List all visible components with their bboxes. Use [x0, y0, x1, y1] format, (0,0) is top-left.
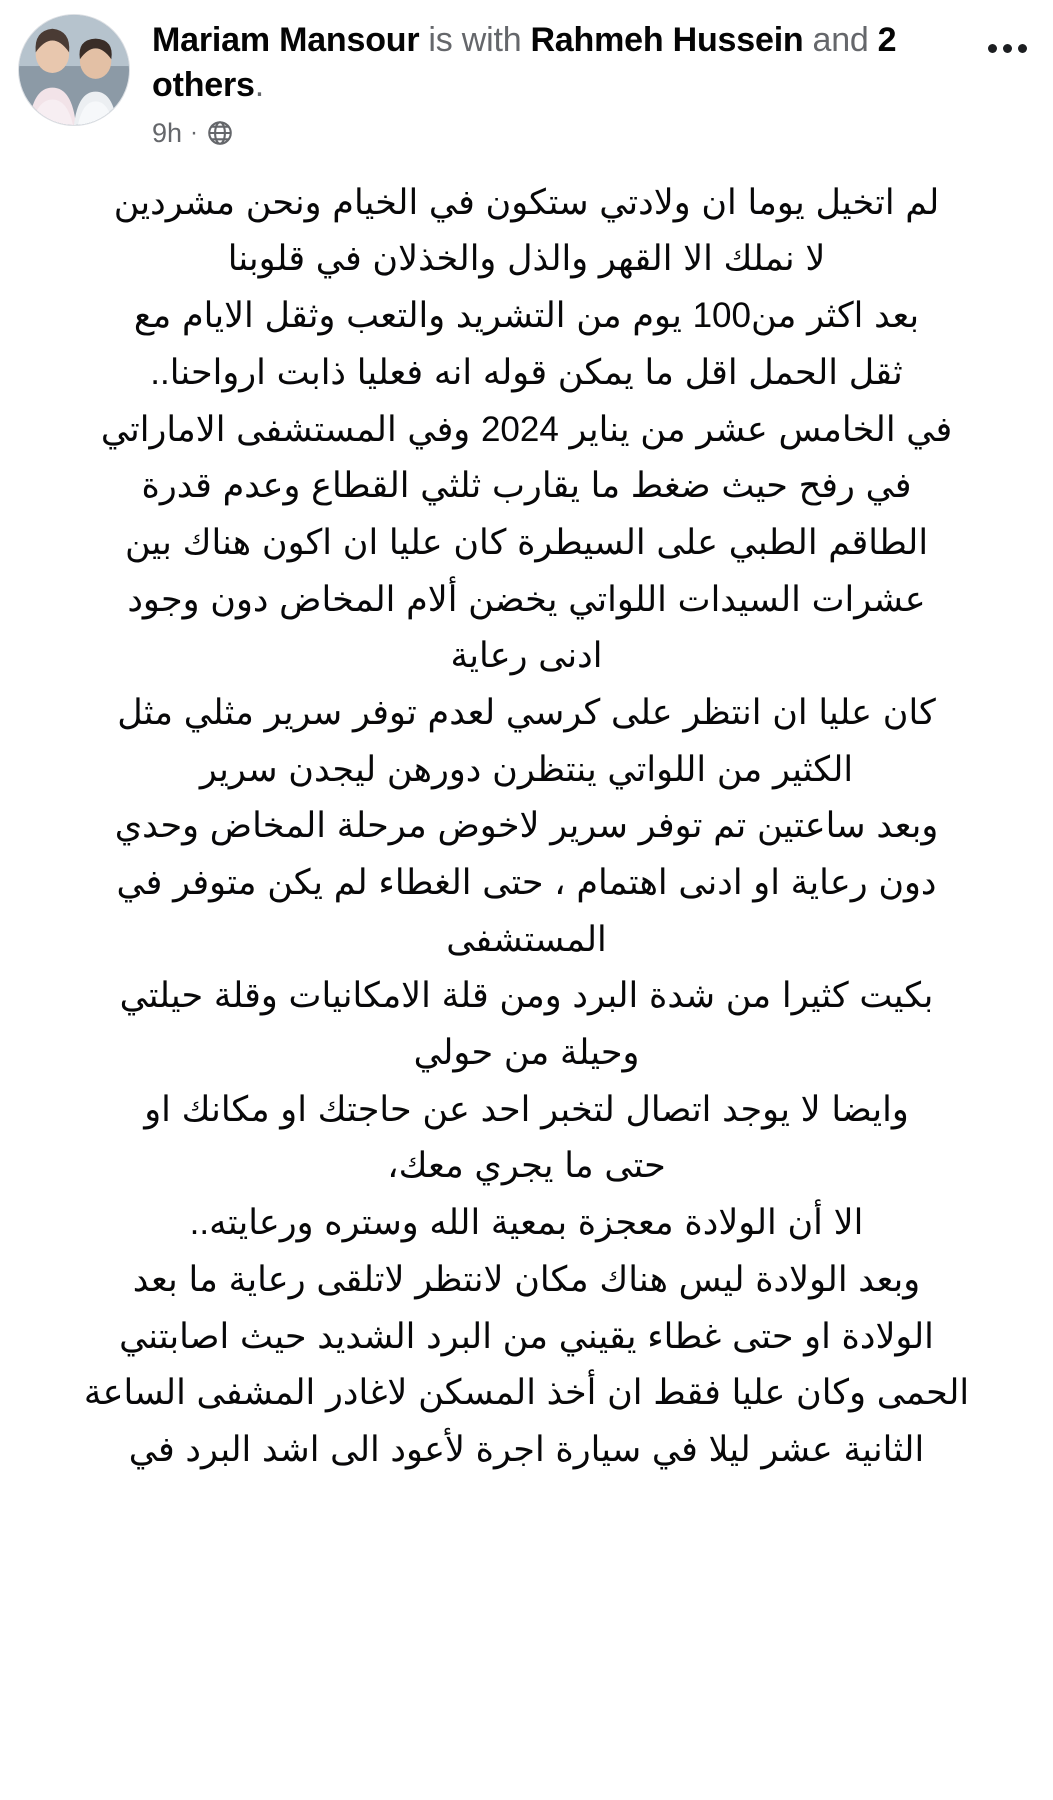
post-text-line: كان عليا ان انتظر على كرسي لعدم توفر سرير مثلي مثل	[117, 692, 936, 732]
author-name[interactable]: Mariam Mansour	[152, 21, 420, 59]
post-header-text	[130, 14, 979, 149]
post-text-line: ثقل الحمل اقل ما يمكن قوله انه فعليا ذابت ارواحنا..	[150, 352, 903, 392]
post-text-line: وحيلة من حولي	[413, 1033, 640, 1073]
post-byline	[152, 18, 979, 108]
globe-icon[interactable]	[206, 119, 234, 147]
post-meta	[152, 118, 979, 149]
post-text-line: وبعد الولادة ليس هناك مكان لانتظر لاتلقى رعاية ما بعد	[132, 1259, 921, 1299]
post-text-line: في الخامس عشر من يناير 2024 وفي المستشفى الاماراتي	[100, 409, 953, 449]
post-text-line: ادنى رعاية	[450, 636, 603, 676]
post-text-line: لم اتخيل يوما ان ولادتي ستكون في الخيام ونحن مشردين	[113, 182, 940, 222]
post-text-line: الثانية عشر ليلا في سيارة اجرة لأعود الى اشد البرد في	[128, 1429, 925, 1469]
ellipsis-icon-dot-3	[1018, 44, 1027, 53]
post-text-line: وايضا لا يوجد اتصال لتخبر احد عن حاجتك او مكانك او	[144, 1089, 909, 1129]
ellipsis-icon-dot-2	[1003, 44, 1012, 53]
post-text-line: الكثير من اللواتي ينتظرن دورهن ليجدن سرير	[199, 749, 854, 789]
ellipsis-icon-dot-1	[988, 44, 997, 53]
post-text-line: بعد اكثر من100 يوم من التشريد والتعب وثقل الايام مع	[133, 296, 920, 336]
post-text-line: الحمى وكان عليا فقط ان أخذ المسكن لاغادر المشفى الساعة	[83, 1373, 970, 1413]
meta-separator: ·	[190, 119, 199, 147]
tagged-person-name[interactable]: Rahmeh Hussein	[530, 21, 804, 59]
post-header	[0, 0, 1053, 149]
post-timestamp[interactable]: 9h	[152, 117, 183, 148]
avatar[interactable]	[18, 14, 130, 126]
and-text: and	[812, 21, 869, 59]
post-text-line: بكيت كثيرا من شدة البرد ومن قلة الامكانيات وقلة حيلتي	[119, 976, 934, 1016]
post-options-button[interactable]	[979, 20, 1035, 76]
others-count-link[interactable]: 2 others	[152, 21, 897, 104]
content-fade-overlay	[0, 1774, 1053, 1800]
post-message-text	[0, 175, 1053, 1479]
post-text-line: الولادة او حتى غطاء يقيني من البرد الشديد حيث اصابتني	[119, 1316, 934, 1356]
post-text-line: الا أن الولادة معجزة بمعية الله وستره ورعايته..	[189, 1203, 864, 1243]
post-text-line: دون رعاية او ادنى اهتمام ، حتى الغطاء لم يكن متوفر في	[116, 863, 937, 902]
byline-period: .	[254, 65, 264, 104]
post-text-line: في رفح حيث ضغط ما يقارب ثلثي القطاع وعدم قدرة	[141, 466, 912, 506]
post-text-line: لا نملك الا القهر والذل والخذلان في قلوبنا	[227, 239, 826, 279]
post-text-line: عشرات السيدات اللواتي يخضن ألام المخاض دون وجود	[127, 579, 926, 619]
post-text-line: حتى ما يجري معك،	[387, 1146, 666, 1186]
with-text: is with	[428, 21, 522, 59]
post-text-line: المستشفى	[446, 919, 607, 959]
post-text-line: الطاقم الطبي على السيطرة كان عليا ان اكون هناك بين	[124, 522, 929, 562]
post-text-line: وبعد ساعتين تم توفر سرير لاخوض مرحلة المخاض وحدي	[114, 806, 939, 846]
